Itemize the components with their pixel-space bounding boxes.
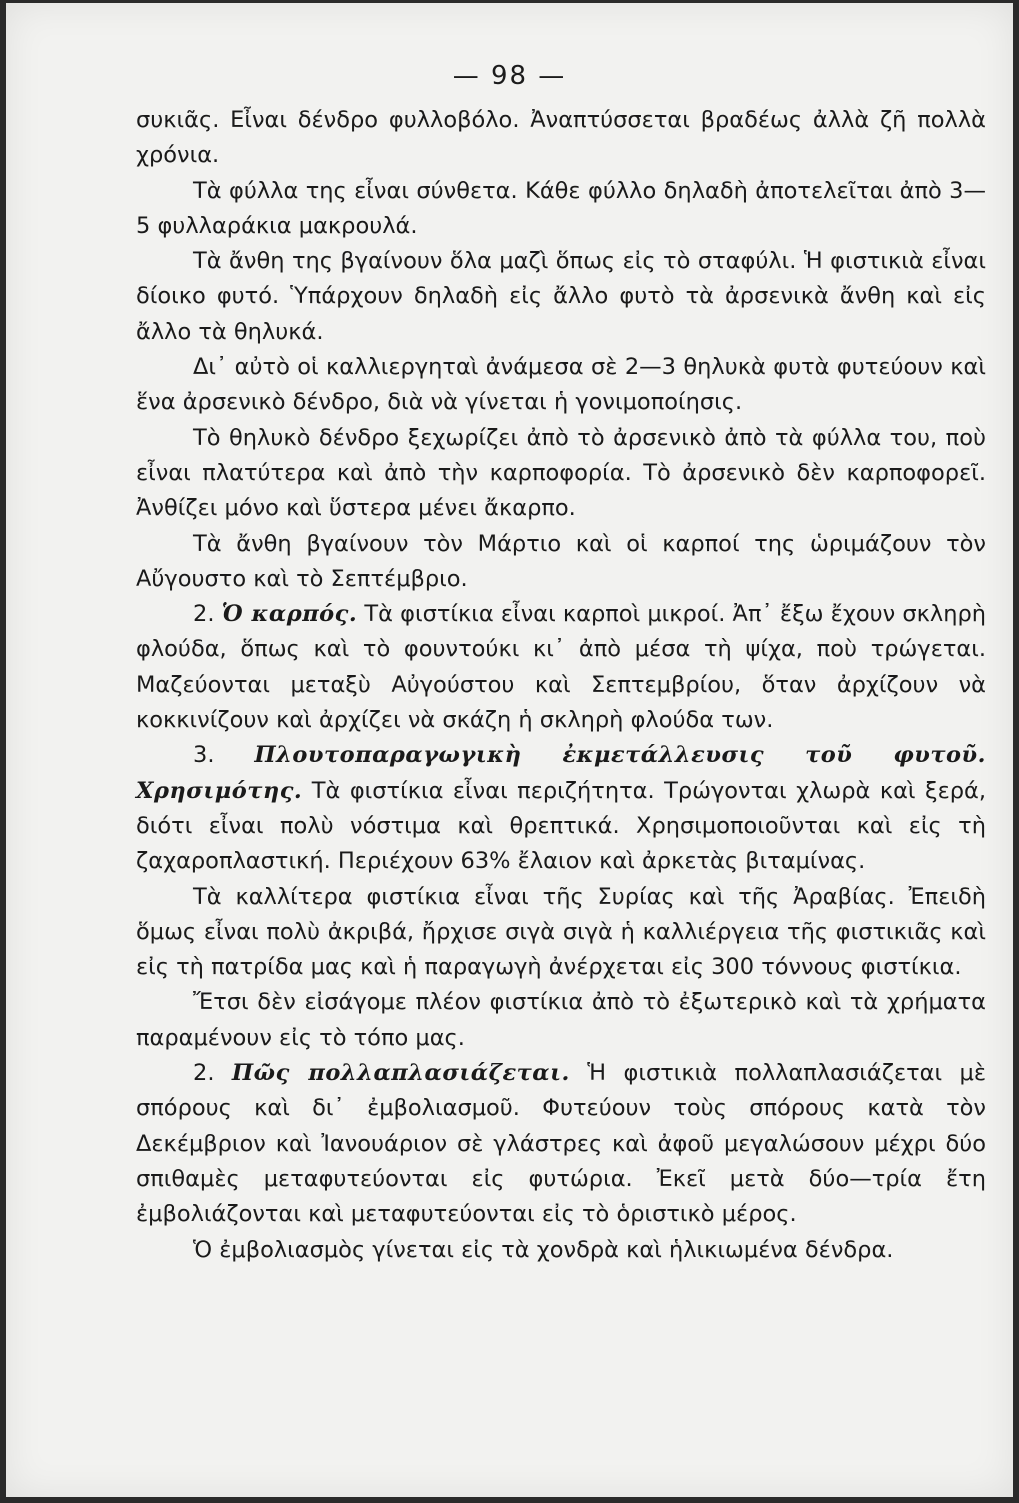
page-number: — 98 — bbox=[452, 61, 567, 91]
section-paragraph-exploitation bbox=[136, 738, 986, 879]
paragraph: Τὸ θηλυκὸ δένδρο ξεχωρίζει ἀπὸ τὸ ἀρσενικὸ ἀπὸ τὰ φύλλα του, ποὺ εἶναι πλατύτερα καὶ ἀπὸ τὴν καρποφορία. Τὸ ἀρσενικὸ δὲν καρποφορεῖ. Ἀνθίζει μόνο καὶ ὕστερα μένει ἄκαρπο. bbox=[136, 424, 986, 522]
section-heading: Πῶς πολλαπλασιάζεται. bbox=[231, 1060, 570, 1087]
paragraph: Ἔτσι δὲν εἰσάγομε πλέον φιστίκια ἀπὸ τὸ ἐξωτερικὸ καὶ τὰ χρήματα παραμένουν εἰς τὸ τόπο μας. bbox=[136, 989, 986, 1051]
section-paragraph-propagation bbox=[136, 1056, 986, 1232]
paragraph: Τὰ ἄνθη βγαίνουν τὸν Μάρτιο καὶ οἱ καρποί της ὡριμάζουν τὸν Αὔγουστο καὶ τὸ Σεπτέμβριο. bbox=[136, 530, 986, 592]
paragraph: Τὰ φύλλα της εἶναι σύνθετα. Κάθε φύλλο δηλαδὴ ἀποτελεῖται ἀπὸ 3—5 φυλλαράκια μακρουλά. bbox=[136, 177, 986, 239]
paragraph: Τὰ ἄνθη της βγαίνουν ὅλα μαζὶ ὅπως εἰς τὸ σταφύλι. Ἡ φιστικιὰ εἶναι δίοικο φυτό. Ὑπάρχουν δηλαδὴ εἰς ἄλλο φυτὸ τὰ ἀρσενικὰ ἄνθη καὶ εἰς ἄλλο τὰ θηλυκά. bbox=[136, 248, 986, 345]
section-text: Ἡ φιστικιὰ πολλαπλασιάζεται μὲ σπόρους καὶ δι᾿ ἐμβολιασμοῦ. Φυτεύουν τοὺς σπόρους κατὰ τὸν Δεκέμβριον καὶ Ἰανουάριον σὲ γλάστρες καὶ ἀφοῦ μεγαλώσουν μέχρι δύο σπιθαμὲς μεταφυτεύονται εἰς φυτώρια. Ἐκεῖ μετὰ δύο—τρία ἔτη ἐμβολιάζονται καὶ μεταφυτεύονται εἰς τὸ ὁριστικὸ μέρος. bbox=[136, 1060, 987, 1228]
section-number: 2. bbox=[193, 601, 215, 628]
paragraph: Δι᾿ αὐτὸ οἱ καλλιεργηταὶ ἀνάμεσα σὲ 2—3 θηλυκὰ φυτὰ φυτεύουν καὶ ἕνα ἀρσενικὸ δένδρο, διὰ νὰ γίνεται ἡ γονιμοποίησις. bbox=[136, 354, 986, 416]
book-page bbox=[6, 3, 1013, 1497]
section-number: 3. bbox=[193, 742, 215, 769]
paragraph: Ὁ ἐμβολιασμὸς γίνεται εἰς τὰ χονδρὰ καὶ ἡλικιωμένα δένδρα. bbox=[193, 1236, 894, 1263]
section-paragraph-fruit bbox=[136, 597, 986, 738]
section-heading: Ὁ καρπός. bbox=[221, 601, 358, 628]
page-body bbox=[136, 103, 986, 1268]
section-number: 2. bbox=[193, 1060, 215, 1087]
section-heading: Πλουτοπαραγωγικὴ ἐκμετάλλευσις τοῦ φυτοῦ. Χρησιμότης. bbox=[136, 742, 986, 804]
section-text: Τὰ φιστίκια εἶναι καρποὶ μικροί. Ἀπ᾿ ἔξω ἔχουν σκληρὴ φλούδα, ὅπως καὶ τὸ φουντούκι κι᾿ ἀπὸ μέσα τὴ ψίχα, ποὺ τρώγεται. Μαζεύονται μεταξὺ Αὐγούστου καὶ Σεπτεμβρίου, ὅταν ἀρχίζουν νὰ κοκκινίζουν καὶ ἀρχίζει νὰ σκάζη ἡ σκληρὴ φλούδα των. bbox=[136, 601, 986, 734]
paragraph: Τὰ καλλίτερα φιστίκια εἶναι τῆς Συρίας καὶ τῆς Ἀραβίας. Ἐπειδὴ ὅμως εἶναι πολὺ ἀκριβά, ἤρχισε σιγὰ σιγὰ ἡ καλλιέργεια τῆς φιστικιᾶς καὶ εἰς τὴ πατρίδα μας καὶ ἡ παραγωγὴ ἀνέρχεται εἰς 300 τόννους φιστίκια. bbox=[136, 883, 986, 981]
section-text: Τὰ φιστίκια εἶναι περιζήτητα. Τρώγονται χλωρὰ καὶ ξερά, διότι εἶναι πολὺ νόστιμα καὶ θρεπτικά. Χρησιμοποιοῦνται καὶ εἰς τὴ ζαχαροπλαστική. Περιέχουν 63% ἔλαιον καὶ ἀρκετὰς βιταμίνας. bbox=[136, 777, 987, 875]
paragraph-continuation: συκιᾶς. Εἶναι δένδρο φυλλοβόλο. Ἀναπτύσσεται βραδέως ἀλλὰ ζῆ πολλὰ χρόνια. bbox=[136, 107, 986, 169]
